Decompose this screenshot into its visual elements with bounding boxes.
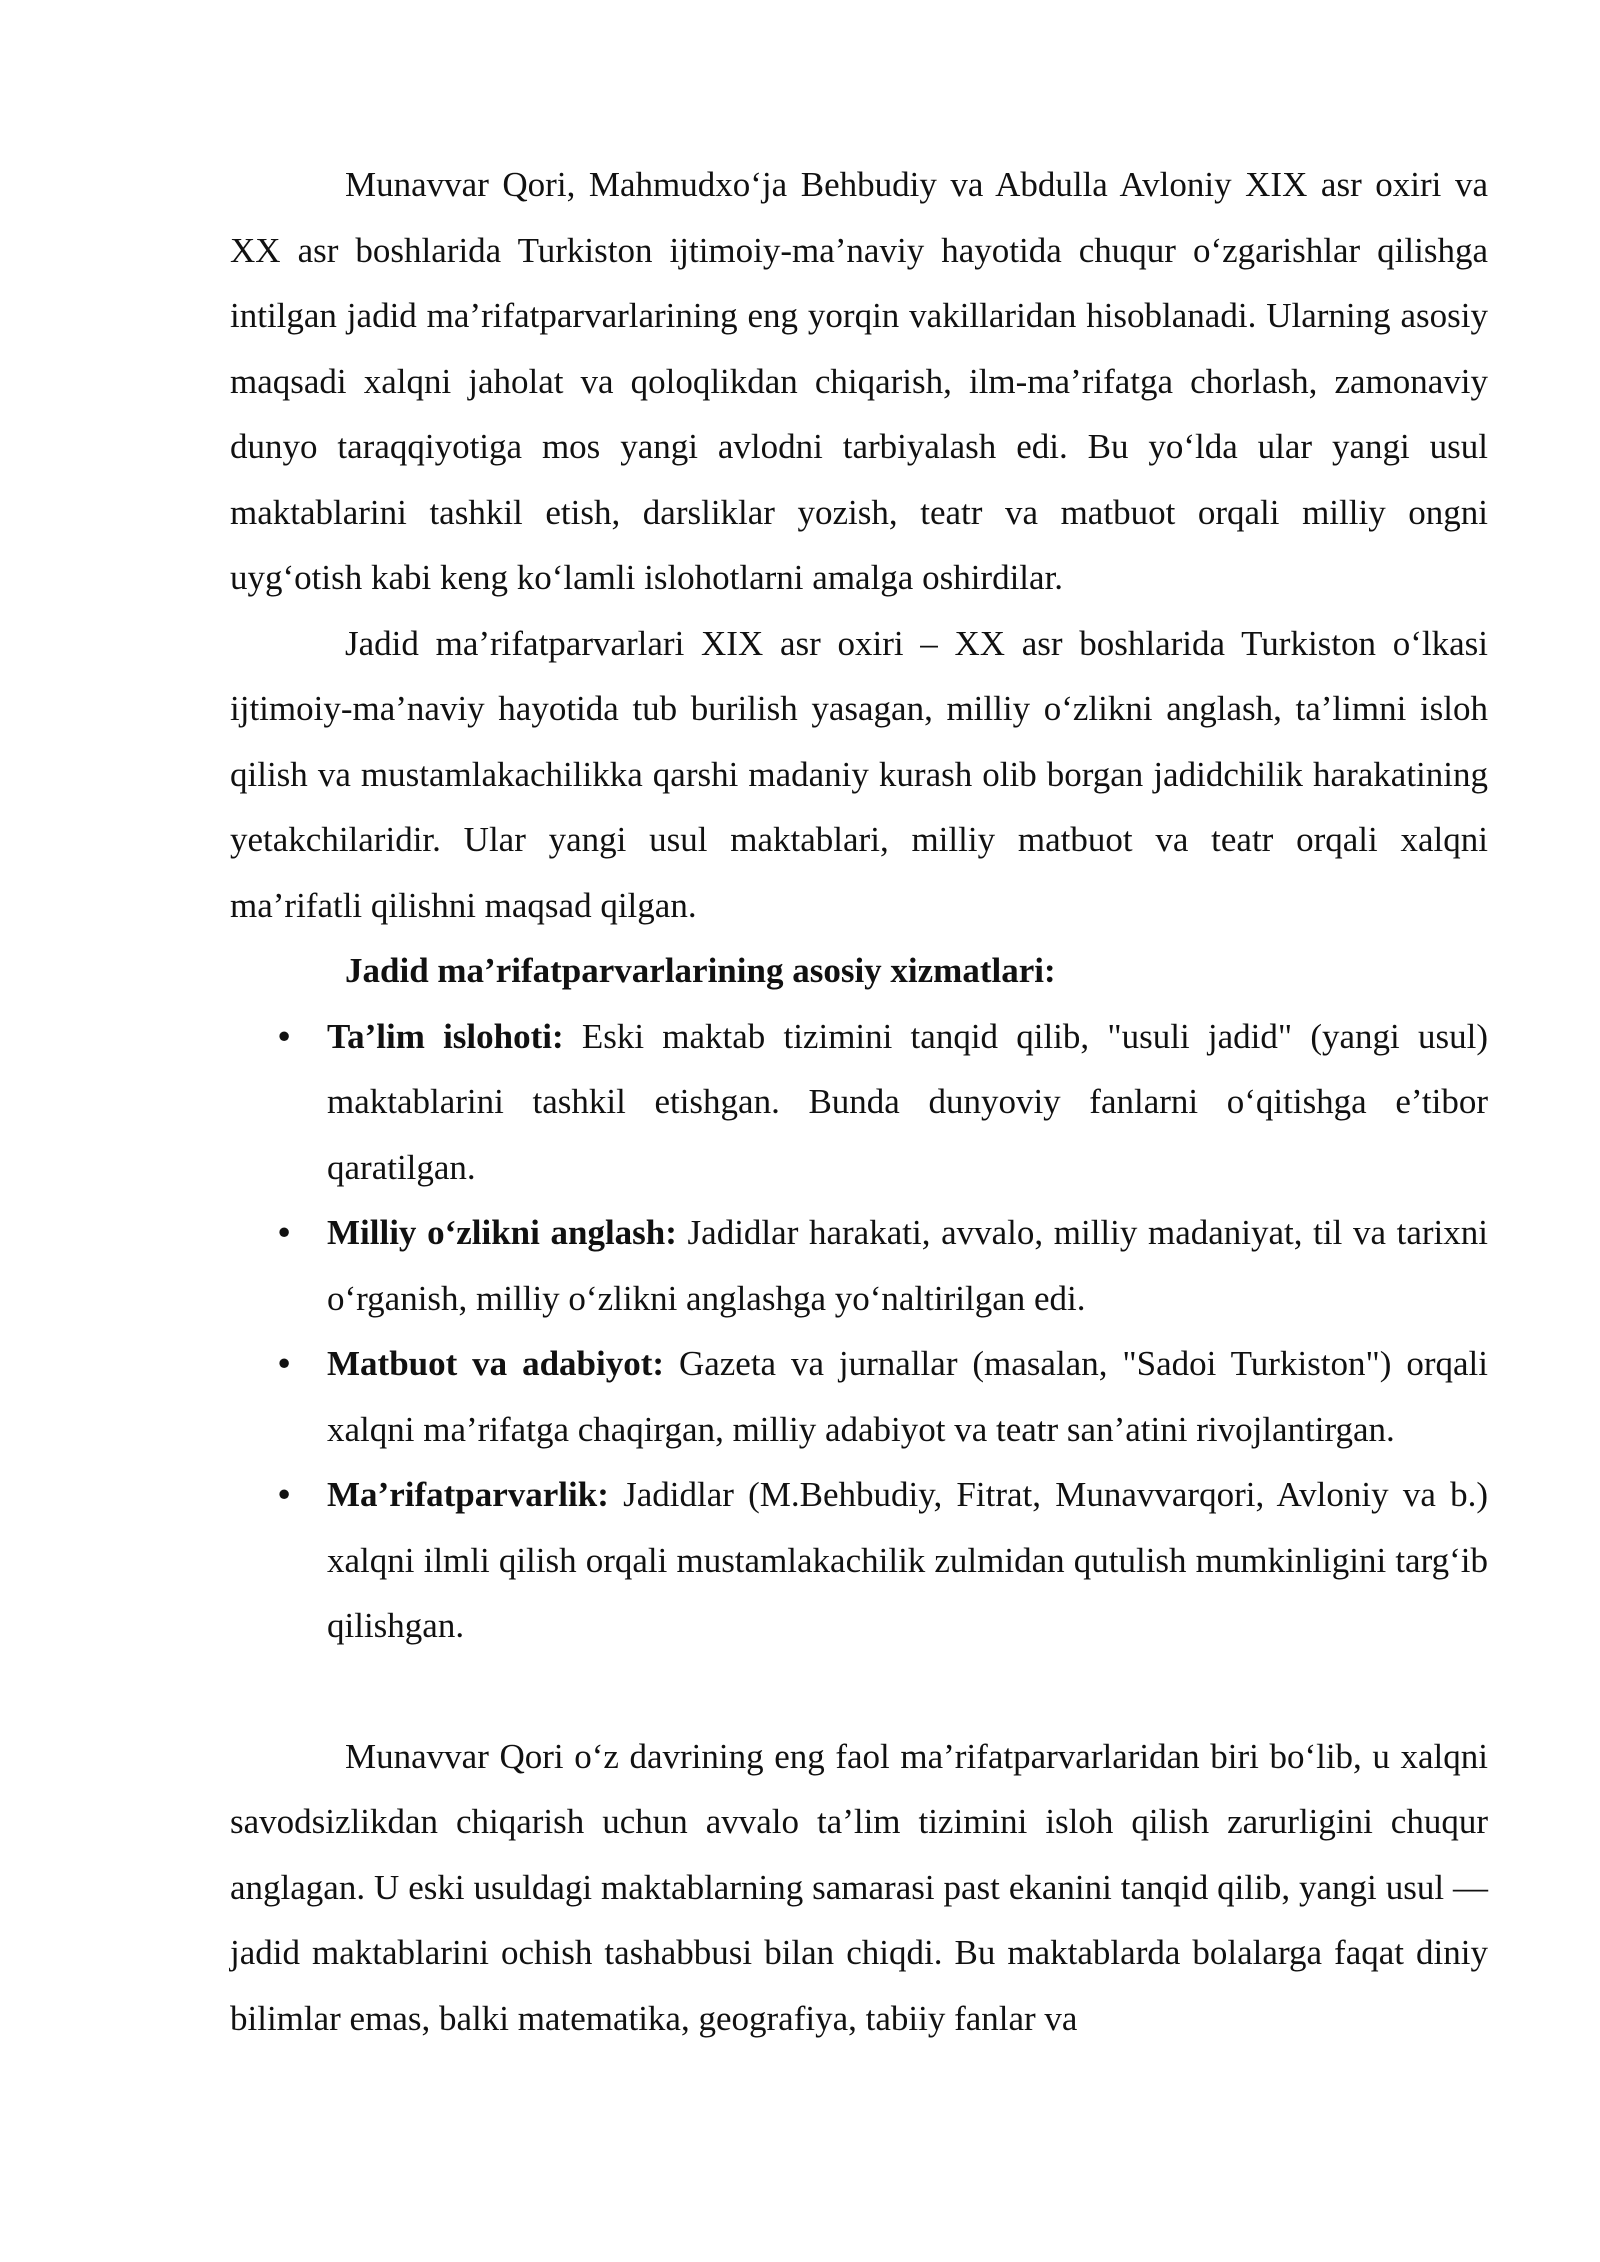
blank-line (230, 1659, 1488, 1724)
list-item-term: Matbuot va adabiyot: (327, 1344, 665, 1383)
list-item-text: Gazeta va jurnallar (masalan, "Sadoi Turkiston") orqali xalqni ma’rifatga chaqirgan, milliy adabiyot va teatr san’atini rivojlantirgan. (327, 1344, 1488, 1449)
list-item-term: Ta’lim islohoti: (327, 1016, 564, 1056)
list-item-text: Jadidlar (M.Behbudiy, Fitrat, Munavvarqori, Avloniy va b.) xalqni ilmli qilish orqali mustamlakachilik zulmidan qutulish mumkinligini targ‘ib qilishgan. (327, 1475, 1488, 1645)
list-item-text: Jadidlar harakati, avvalo, milliy madaniyat, til va tarixni o‘rganish, milliy o‘zlikni anglashga yo‘naltirilgan edi. (327, 1213, 1488, 1318)
list-item-term: Ma’rifatparvarlik: (327, 1475, 609, 1514)
list-item (230, 1462, 1488, 1659)
section-heading: Jadid ma’rifatparvarlarining asosiy xizmatlari: (345, 951, 1056, 990)
list-item (230, 1331, 1488, 1462)
paragraph-jadid-overview: Jadid ma’rifatparvarlari XIX asr oxiri – XX asr boshlarida Turkiston o‘lkasi ijtimoiy-ma’naviy hayotida tub burilish yasagan, milliy o‘zlikni anglash, ta’limni isloh qilish va mustamlakachilikka qarshi madaniy kurash olib borgan jadidchilik harakatining yetakchilaridir. Ular yangi usul maktablari, milliy matbuot va teatr orqali xalqni ma’rifatli qilishni maqsad qilgan. (230, 623, 1488, 925)
bullet-icon: • (278, 1475, 291, 1514)
services-list (230, 1004, 1488, 1659)
list-item (230, 1004, 1488, 1201)
list-item-term: Milliy o‘zlikni anglash: (327, 1213, 677, 1252)
list-item-text: Eski maktab tizimini tanqid qilib, "usuli jadid" (yangi usul) maktablarini tashkil etishgan. Bunda dunyoviy fanlarni o‘qitishga e’tibor qaratilgan. (327, 1016, 1488, 1187)
paragraph-munavvar-qori: Munavvar Qori o‘z davrining eng faol ma’rifatparvarlaridan biri bo‘lib, u xalqni savodsizlikdan chiqarish uchun avvalo ta’lim tizimini isloh qilish zarurligini chuqur anglagan. U eski usuldagi maktablarning samarasi past ekanini tanqid qilib, yangi usul — jadid maktablarini ochish tashabbusi bilan chiqdi. Bu maktablarda bolalarga faqat diniy bilimlar emas, balki matematika, geografiya, tabiiy fanlar va (230, 1736, 1488, 2038)
list-item (230, 1200, 1488, 1331)
document-page (230, 152, 1488, 2051)
bullet-icon: • (278, 1344, 291, 1383)
paragraph-intro: Munavvar Qori, Mahmudxo‘ja Behbudiy va Abdulla Avloniy XIX asr oxiri va XX asr boshlarida Turkiston ijtimoiy-ma’naviy hayotida chuqur o‘zgarishlar qilishga intilgan jadid ma’rifatparvarlarining eng yorqin vakillaridan hisoblanadi. Ularning asosiy maqsadi xalqni jaholat va qoloqlikdan chiqarish, ilm-ma’rifatga chorlash, zamonaviy dunyo taraqqiyotiga mos yangi avlodni tarbiyalash edi. Bu yo‘lda ular yangi usul maktablarini tashkil etish, darsliklar yozish, teatr va matbuot orqali milliy ongni uyg‘otish kabi keng ko‘lamli islohotlarni amalga oshirdilar. (230, 165, 1488, 597)
bullet-icon: • (278, 1016, 291, 1056)
bullet-icon: • (278, 1213, 291, 1252)
